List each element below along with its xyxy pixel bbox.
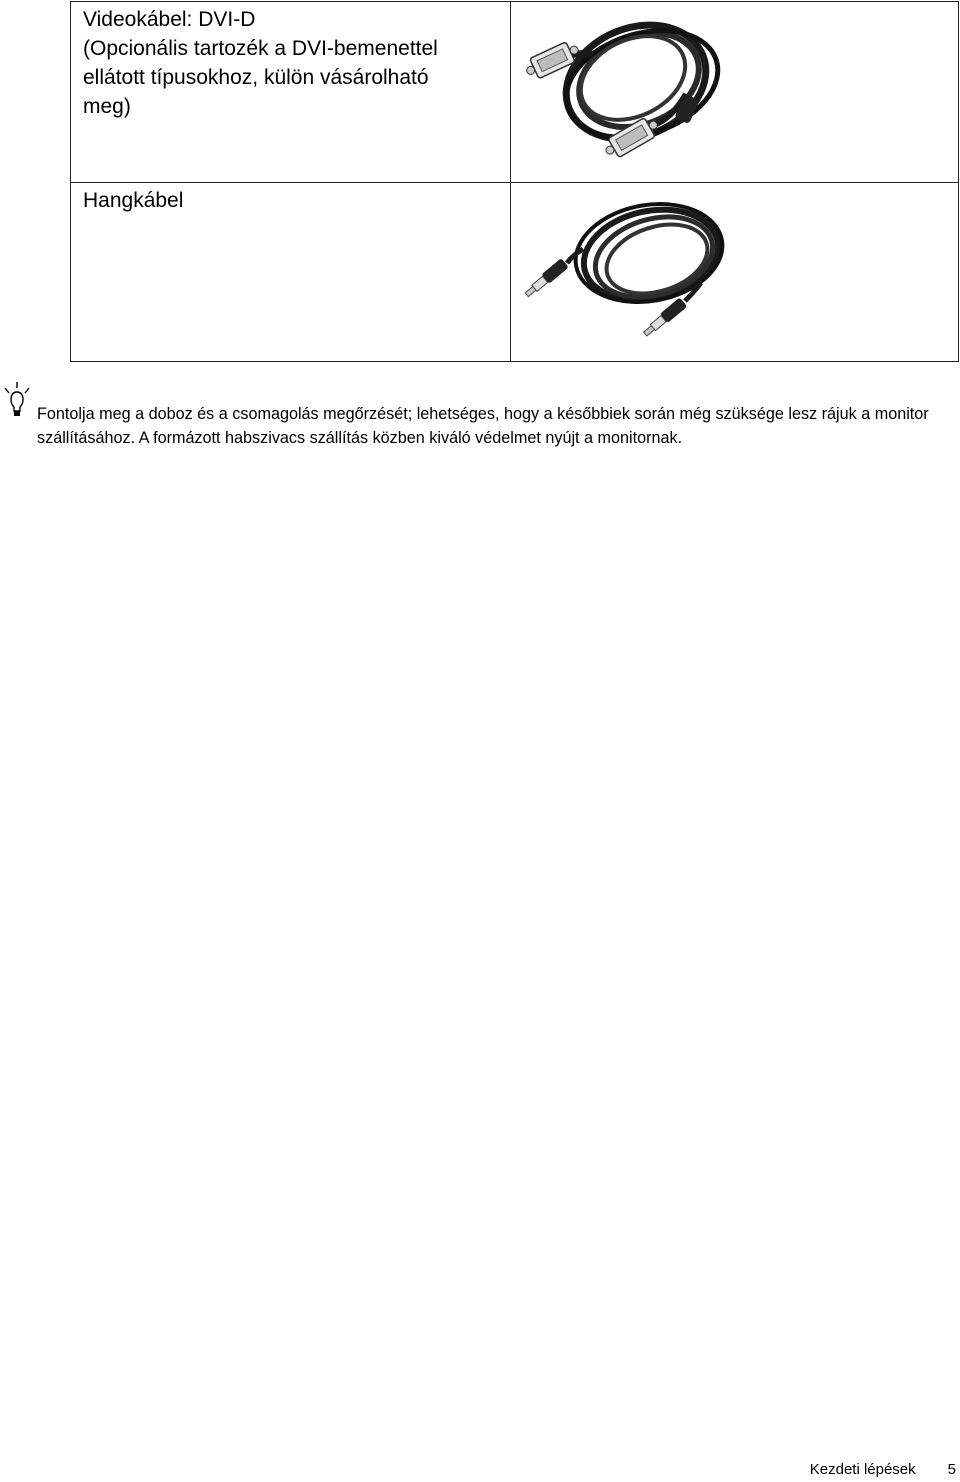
lightbulb-icon [2,380,32,420]
table-row [71,183,959,362]
page-number: 5 [947,1461,956,1478]
item-image-cell [511,2,959,183]
audio-cable-icon [511,183,958,361]
table-row [71,2,959,183]
label-line: ellátott típusokhoz, külön vásárolható [83,66,429,89]
label-line: Hangkábel [83,189,184,212]
dvi-cable-icon [511,2,958,182]
item-label-cell [71,183,511,362]
label-line: meg) [83,95,131,118]
dvi-cable-label [71,2,510,121]
package-contents-table [70,1,959,362]
item-image-cell [511,183,959,362]
page-footer [810,1461,956,1479]
item-label-cell [71,2,511,183]
label-line: Videokábel: DVI-D [83,8,256,31]
label-line: (Opcionális tartozék a DVI-bemenettel [83,37,438,60]
audio-cable-label [71,183,510,215]
footer-section-title: Kezdeti lépések [809,1461,916,1478]
tip-text: Fontolja meg a doboz és a csomagolás megőrzését; lehetséges, hogy a későbbiek során még szüksége lesz rájuk a monitor szállításához. A formázott habszivacs szállítás közben kiváló védelmet nyújt a monitornak. [37,405,929,447]
